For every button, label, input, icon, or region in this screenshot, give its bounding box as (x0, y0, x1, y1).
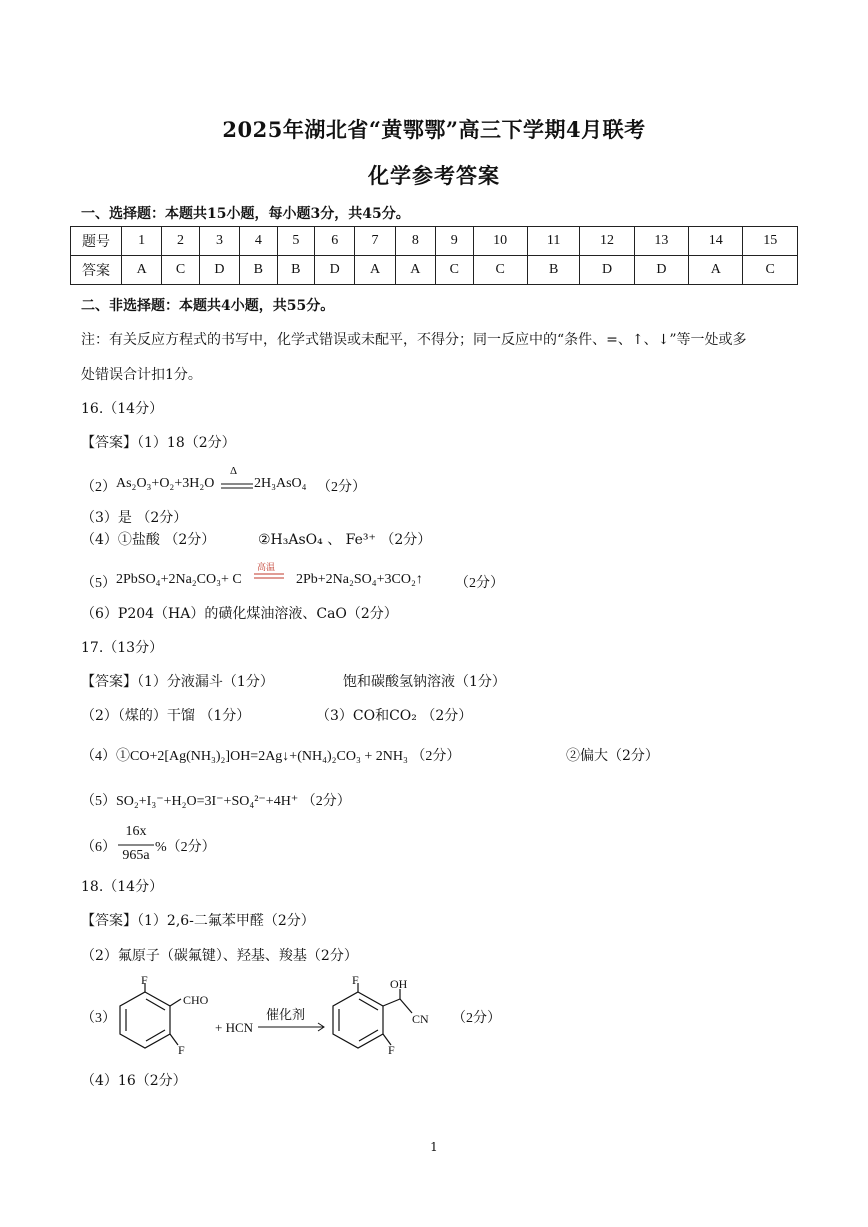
q17-answer-5: （5）SO₂+I₃⁻+H₂O=3I⁻+SO₄²⁻+4H⁺ （2分） (81, 794, 351, 809)
table-cell: C (436, 256, 473, 285)
section-1-heading: 一、选择题：本题共15小题，每小题3分，共45分。 (81, 206, 410, 222)
fraction-bar (118, 844, 154, 846)
q16-equation-2-products: 2H₃AsO₄ (254, 476, 307, 491)
table-cell: C (473, 256, 527, 285)
table-cell: A (395, 256, 435, 285)
q16-equation-5-condition: 高温 (257, 562, 276, 572)
q17-answer-2: （2）（煤的）干馏 （1分） (81, 708, 251, 724)
table-cell: A (122, 256, 162, 285)
q17-answer-6-suffix: %（2分） (155, 840, 216, 855)
table-cell: 7 (355, 227, 395, 256)
q16-answer-5-score: （2分） (455, 576, 504, 591)
page-number: 1 (430, 1140, 438, 1154)
table-cell: 14 (689, 227, 743, 256)
table-cell: A (689, 256, 743, 285)
page-title: 2025年湖北省“黄鄂鄂”高三下学期4月联考 (222, 117, 646, 142)
table-cell: B (240, 256, 277, 285)
table-cell: D (634, 256, 688, 285)
cn-label: CN (412, 1012, 429, 1026)
q16-answer-2-score: （2分） (317, 480, 366, 495)
q17-answer-1b: 饱和碳酸氢钠溶液（1分） (343, 674, 506, 690)
reaction-arrow (258, 1022, 328, 1032)
q17-answer-3: （3）CO和CO₂ （2分） (316, 708, 473, 724)
q16-equation-2-condition: Δ (230, 465, 238, 477)
q16-answer-3: （3）是 （2分） (81, 510, 188, 526)
q16-equation-2-reactants: As₂O₃+O₂+3H₂O (116, 476, 215, 491)
answer-table (70, 226, 798, 285)
table-cell: D (199, 256, 239, 285)
table-cell: 13 (634, 227, 688, 256)
fluorine-label: F (178, 1043, 185, 1057)
table-row (71, 256, 798, 285)
q18-answer-2: （2）氟原子（碳氟键）、羟基、羧基（2分） (81, 948, 358, 964)
table-header-cell: 题号 (71, 227, 122, 256)
q18-answer-1: 【答案】（1）2,6-二氟苯甲醛（2分） (81, 913, 315, 929)
q16-answer-2-prefix: （2） (81, 480, 116, 495)
q18-answer-3-score: （2分） (452, 1011, 501, 1026)
difluorobenzaldehyde-structure (115, 975, 215, 1065)
q17-answer-4a: （4）①CO+2[Ag(NH₃)₂]OH=2Ag↓+(NH₄)₂CO₃ + 2NH₃ （2分） (81, 749, 461, 764)
cho-label: CHO (183, 993, 209, 1007)
oh-label: OH (390, 977, 408, 991)
q16-equation-5-reactants: 2PbSO₄+2Na₂CO₃+ C (116, 572, 242, 587)
table-cell: B (277, 256, 314, 285)
q16-header: 16.（14分） (81, 401, 164, 417)
table-cell: 3 (199, 227, 239, 256)
table-cell: D (580, 256, 634, 285)
table-cell: 1 (122, 227, 162, 256)
page-subtitle: 化学参考答案 (368, 163, 500, 188)
q18-header: 18.（14分） (81, 879, 164, 895)
double-equals-sign (254, 572, 284, 580)
q17-answer-6-prefix: （6） (81, 840, 116, 855)
q16-equation-5-products: 2Pb+2Na₂SO₄+3CO₂↑ (296, 572, 423, 587)
table-cell: 9 (436, 227, 473, 256)
q16-answer-6: （6）P204（HA）的磺化煤油溶液、CaO（2分） (81, 606, 398, 622)
section-2-heading: 二、非选择题：本题共4小题，共55分。 (81, 298, 335, 314)
table-row (71, 227, 798, 256)
table-cell: C (743, 256, 798, 285)
double-equals-sign (221, 482, 253, 490)
fraction-numerator: 16x (125, 824, 147, 839)
table-cell: 2 (162, 227, 199, 256)
q17-answer-4b: ②偏大（2分） (566, 748, 659, 764)
q16-answer-4b: ②H₃AsO₄ 、 Fe³⁺ （2分） (258, 532, 432, 548)
q17-answer-1a: 【答案】（1）分液漏斗（1分） (81, 674, 274, 690)
table-cell: 8 (395, 227, 435, 256)
note-line-2: 处错误合计扣1分。 (81, 367, 202, 383)
fluorine-label: F (141, 973, 148, 987)
table-cell: A (355, 256, 395, 285)
q16-answer-4a: （4）①盐酸 （2分） (81, 532, 216, 548)
catalyst-label: 催化剂 (266, 1007, 306, 1022)
q16-answer-1: 【答案】（1）18（2分） (81, 435, 236, 451)
table-cell: 11 (527, 227, 580, 256)
q17-header: 17.（13分） (81, 640, 164, 656)
q16-answer-5-prefix: （5） (81, 576, 116, 591)
table-cell: 10 (473, 227, 527, 256)
note-line-1: 注：有关反应方程式的书写中，化学式错误或未配平，不得分；同一反应中的“条件、=、↑、↓”等一处或多 (81, 332, 747, 348)
fluorine-label: F (388, 1043, 395, 1057)
table-cell: 4 (240, 227, 277, 256)
table-cell: B (527, 256, 580, 285)
table-cell: 6 (315, 227, 355, 256)
q18-answer-4: （4）16（2分） (81, 1073, 187, 1089)
table-cell: C (162, 256, 199, 285)
q18-answer-3-prefix: （3） (81, 1011, 116, 1026)
fluorine-label: F (352, 973, 359, 987)
hcn-reagent: + HCN (215, 1020, 254, 1035)
fraction-denominator: 965a (122, 848, 150, 863)
table-cell: 15 (743, 227, 798, 256)
table-header-cell: 答案 (71, 256, 122, 285)
table-cell: 12 (580, 227, 634, 256)
table-cell: 5 (277, 227, 314, 256)
table-cell: D (315, 256, 355, 285)
